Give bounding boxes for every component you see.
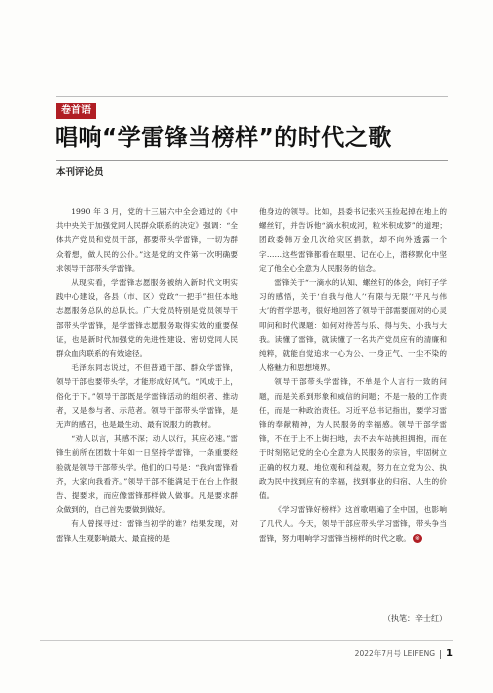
paragraph: 1990 年 3 月，党的十三届六中全会通过的《中共中央关于加强党同人民群众联系的决定》强调：“全体共产党员和党员干部，都要带头学雷锋，一切为群众着想，做人民的公仆。”这是党的文件第一次明确要求领导干部带头学雷锋。 xyxy=(56,207,238,273)
paragraph-final xyxy=(259,503,447,546)
page-footer xyxy=(355,648,453,660)
body-column-left xyxy=(56,205,238,546)
paragraph: 领导干部带头学雷锋，不单是个人言行一致的问题，而是关系到形象和威信的问题；不是一般的工作责任，而是一种政治责任。习近平总书记指出，要学习雷锋的奉献精神，为人民服务的幸福感。领导干部学雷锋，不在于上不上街扫地，去不去车站挑担拥抱，而在于时刻铭记党的全心全意为人民服务的宗旨，牢固树立正确的权力观、地位观和利益观，努力在立党为公、执政为民中找到应有的幸福，找到事业的归宿、人生的价值。 xyxy=(259,377,447,501)
paragraph: 从现实看，学雷锋志愿服务被纳入新时代文明实践中心建设，各县（市、区）党政“一把手”担任本地志愿服务总队的总队长。广大党员特别是党员领导干部带头学雷锋，是学雷锋志愿服务取得实效的重要保证，也是新时代加强党的先进性建设、密切党同人民群众血肉联系的有效途径。 xyxy=(56,278,238,359)
paragraph-text: 《学习雷锋好榜样》这首歌唱遍了全中国，也影响了几代人。今天，领导干部应带头学习雷锋，带头争当雷锋，努力唱响学习雷锋当榜样的时代之歌。 xyxy=(259,505,447,543)
issue-label: 2022年7月号 LEIFENG xyxy=(354,649,436,658)
paragraph: “劝人以言，其感不深；动人以行，其应必速。”雷锋生前所在团数十年如一日坚持学雷锋，一条重要经验就是领导干部带头学。他们的口号是：“我向雷锋看齐，大家向我看齐。”领导干部不能满足于在台上作报告、提要求，而应像雷锋那样做人做事。凡是要求群众做到的，自己首先要做到做好。 xyxy=(56,434,238,515)
title-divider xyxy=(56,160,448,161)
article-title: 唱响“学雷锋当榜样”的时代之歌 xyxy=(55,125,392,151)
section-tag: 卷首语 xyxy=(56,103,96,119)
signature: （执笔：辛士红） xyxy=(383,614,447,623)
page-number: 1 xyxy=(446,648,453,659)
paragraph: 雷锋关于“一滴水的认知、螺丝钉的体会，向钉子学习的感悟，关于‘自我与他人’‘有限与无限’‘平凡与伟大’的哲学思考，很好地回答了领导干部需要面对的心灵叩问和时代课题：如何对待苦与乐、得与失、小我与大我。读懂了雷锋，就读懂了一名共产党员应有的清廉和纯粹，就能自觉追求一心为公、一身正气、一尘不染的人格魅力和思想境界。 xyxy=(259,278,447,373)
body-column-right xyxy=(259,205,447,546)
paragraph: 有人曾探寻过：雷锋当初学的谁？结果发现，对雷锋人生观影响最大、最直接的是 xyxy=(56,519,238,543)
paragraph: 他身边的领导。比如，县委书记张兴玉捡起掉在地上的螺丝钉，并告诉他“滴水积成河，粒米积成箩”的道理；团政委韩万金几次给灾区捐款，却不向外透露一个字……这些雷锋都看在眼里、记在心上，潜移默化中坚定了他全心全意为人民服务的信念。 xyxy=(259,207,447,273)
footer-rule xyxy=(40,640,453,641)
top-rule xyxy=(56,96,448,97)
byline: 本刊评论员 xyxy=(56,167,104,178)
paragraph: 毛泽东同志说过，不但普通干部、群众学雷锋，领导干部也要带头学，才能形成好风气。“风成于上，俗化于下。”领导干部既是学雷锋活动的组织者、推动者，又是参与者、示范者。领导干部带头学雷锋，是无声的感召，也是最生动、最有说服力的教材。 xyxy=(56,363,238,430)
footer-separator xyxy=(440,650,441,659)
end-mark-icon: ※ xyxy=(414,535,420,543)
